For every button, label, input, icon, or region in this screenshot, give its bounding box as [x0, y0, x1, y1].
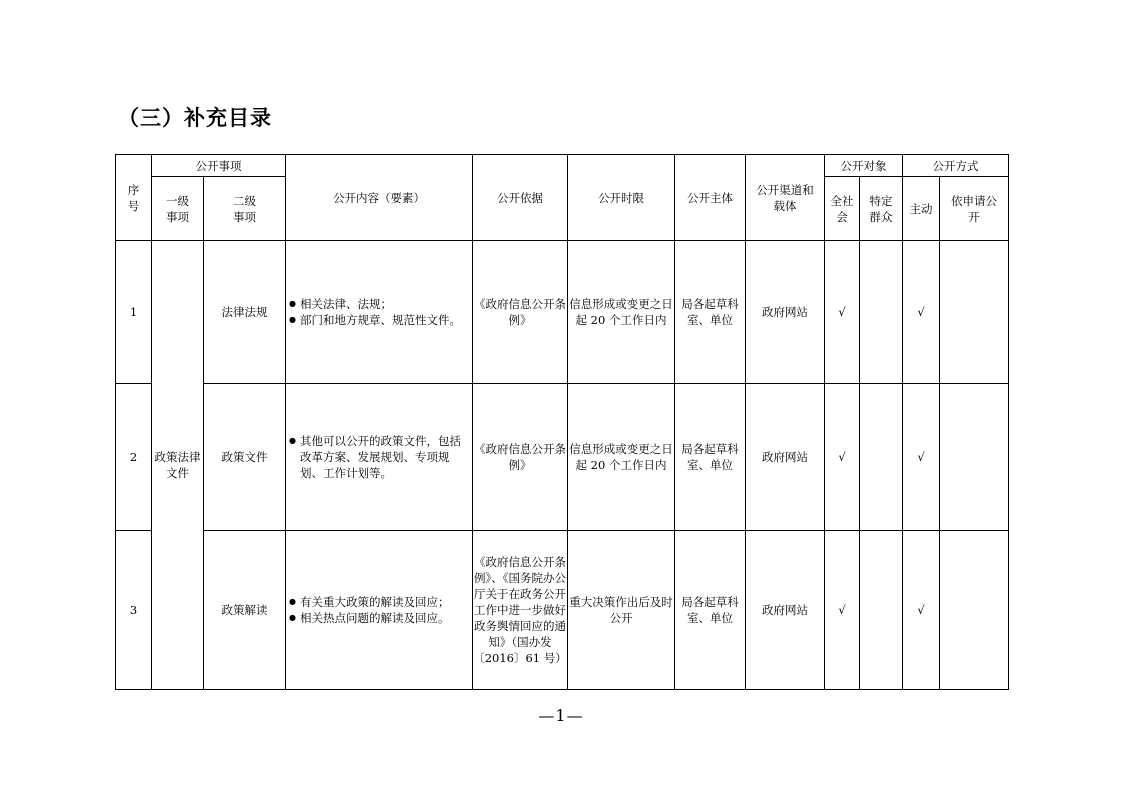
table-row: [116, 241, 1009, 384]
method-request-cell: [940, 384, 1009, 531]
basis-cell: 《政府信息公开条例》: [473, 241, 568, 384]
row-serial: 1: [116, 241, 152, 384]
header-subject: 公开主体: [675, 155, 746, 241]
section-title: （三）补充目录: [118, 106, 272, 130]
method-request-cell: [940, 241, 1009, 384]
header-method-group: 公开方式: [903, 155, 1009, 177]
target-public-cell: √: [825, 241, 860, 384]
content-bullet: ● 有关重大政策的解读及回应；: [288, 594, 470, 610]
content-bullet: ● 部门和地方规章、规范性文件。: [288, 312, 470, 328]
method-active-cell: √: [903, 384, 940, 531]
header-channel: 公开渠道和载体: [746, 155, 825, 241]
method-request-cell: [940, 531, 1009, 690]
header-level1: 一级事项: [152, 177, 204, 241]
content-bullet: ● 相关热点问题的解读及回应。: [288, 610, 470, 626]
level2-item: 政策解读: [204, 531, 286, 690]
level2-item: 政策文件: [204, 384, 286, 531]
header-target-group: 公开对象: [825, 155, 903, 177]
subject-cell: 局各起草科室、单位: [675, 531, 746, 690]
header-serial: 序号: [116, 155, 152, 241]
target-public-cell: √: [825, 531, 860, 690]
channel-cell: 政府网站: [746, 531, 825, 690]
row-serial: 3: [116, 531, 152, 690]
deadline-cell: 信息形成或变更之日起 20 个工作日内: [568, 384, 675, 531]
header-method-request: 依申请公开: [940, 177, 1009, 241]
level2-item: 法律法规: [204, 241, 286, 384]
basis-cell: 《政府信息公开条例》: [473, 384, 568, 531]
target-specific-cell: [860, 241, 903, 384]
header-target-public: 全社会: [825, 177, 860, 241]
table-row: [116, 384, 1009, 531]
disclosure-catalog-table: [115, 154, 1009, 690]
method-active-cell: √: [903, 241, 940, 384]
table-row: [116, 531, 1009, 690]
deadline-cell: 信息形成或变更之日起 20 个工作日内: [568, 241, 675, 384]
content-bullet: ● 其他可以公开的政策文件，包括改革方案、发展规划、专项规划、工作计划等。: [288, 433, 470, 481]
subject-cell: 局各起草科室、单位: [675, 241, 746, 384]
content-cell: [286, 241, 473, 384]
header-target-specific: 特定群众: [860, 177, 903, 241]
content-cell: [286, 384, 473, 531]
header-item-group: 公开事项: [152, 155, 286, 177]
header-deadline: 公开时限: [568, 155, 675, 241]
content-bullet: ● 相关法律、法规；: [288, 296, 470, 312]
header-level2: 二级事项: [204, 177, 286, 241]
page-number: —1—: [538, 706, 584, 725]
header-basis: 公开依据: [473, 155, 568, 241]
channel-cell: 政府网站: [746, 241, 825, 384]
target-public-cell: √: [825, 384, 860, 531]
basis-cell: 《政府信息公开条例》、《国务院办公厅关于在政务公开工作中进一步做好政务舆情回应的通知》（国办发〔2016〕61 号）: [473, 531, 568, 690]
target-specific-cell: [860, 531, 903, 690]
deadline-cell: 重大决策作出后及时公开: [568, 531, 675, 690]
level1-item: 政策法律文件: [152, 241, 204, 690]
header-method-active: 主动: [903, 177, 940, 241]
subject-cell: 局各起草科室、单位: [675, 384, 746, 531]
method-active-cell: √: [903, 531, 940, 690]
target-specific-cell: [860, 384, 903, 531]
row-serial: 2: [116, 384, 152, 531]
channel-cell: 政府网站: [746, 384, 825, 531]
content-cell: [286, 531, 473, 690]
header-content: 公开内容（要素）: [286, 155, 473, 241]
